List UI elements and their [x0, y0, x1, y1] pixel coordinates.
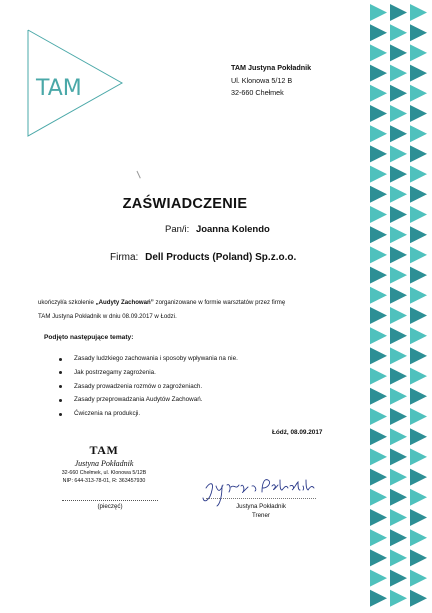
stamp-address: 32-660 Chełmek, ul. Klonowa 5/12B	[61, 470, 147, 476]
topics-heading: Podjęto następujące tematy:	[44, 334, 134, 341]
company-name: Dell Products (Poland) Sp.z.o.o.	[145, 252, 297, 263]
signer-name: Justyna Pokładnik	[236, 503, 286, 510]
recipient-name: Joanna Kolendo	[195, 224, 270, 235]
pattern-triangle	[370, 44, 387, 61]
list-item: Zasady przeprowadzania Audytów Zachowań.	[56, 393, 238, 407]
pattern-triangle	[370, 529, 387, 546]
sender-name: TAM Justyna Pokładnik	[231, 63, 312, 72]
pattern-triangle	[410, 469, 427, 486]
pattern-triangle	[370, 186, 387, 203]
pattern-triangle	[370, 549, 387, 566]
stamp-brand: TAM	[89, 443, 119, 457]
pattern-triangle	[390, 166, 407, 183]
pattern-triangle	[410, 590, 427, 607]
pattern-triangle	[390, 388, 407, 405]
pattern-triangle	[390, 85, 407, 102]
pattern-triangle	[390, 206, 407, 223]
pattern-triangle	[390, 287, 407, 304]
pattern-triangle	[370, 145, 387, 162]
triangle-pattern-strip	[368, 4, 432, 613]
pattern-triangle	[390, 489, 407, 506]
pattern-triangle	[370, 489, 387, 506]
pattern-triangle	[410, 166, 427, 183]
signature-dotted-line	[206, 498, 316, 499]
list-item: Zasady prowadzenia rozmów o zagrożeniach.	[56, 380, 238, 394]
recipient-line	[165, 224, 270, 235]
stamp-ids: NIP: 644-313-78-01, R: 363457930	[62, 478, 146, 484]
pattern-triangle	[390, 428, 407, 445]
pattern-triangle	[390, 24, 407, 41]
pattern-triangle	[390, 408, 407, 425]
certificate-body	[38, 296, 338, 323]
pattern-triangle	[410, 408, 427, 425]
pattern-triangle	[410, 489, 427, 506]
pattern-triangle	[370, 469, 387, 486]
pattern-triangle	[410, 44, 427, 61]
pattern-triangle	[410, 509, 427, 526]
pattern-triangle	[370, 4, 387, 21]
pattern-triangle	[370, 65, 387, 82]
pattern-triangle	[410, 529, 427, 546]
pattern-triangle	[370, 105, 387, 122]
pattern-triangle	[410, 267, 427, 284]
pattern-triangle	[390, 65, 407, 82]
logo-text: TAM	[36, 76, 82, 101]
stamp-dotted-line	[62, 500, 158, 501]
sender-city: 32-660 Chełmek	[231, 88, 284, 97]
sender-street: Ul. Klonowa 5/12 B	[231, 75, 293, 85]
pattern-triangle	[370, 246, 387, 263]
list-item: Jak postrzegamy zagrożenia.	[56, 366, 238, 380]
pattern-triangle	[410, 287, 427, 304]
pattern-triangle	[390, 570, 407, 587]
pattern-triangle	[370, 347, 387, 364]
list-item: Ćwiczenia na produkcji.	[56, 407, 238, 421]
pattern-triangle	[370, 24, 387, 41]
pattern-triangle	[370, 448, 387, 465]
pattern-triangle	[410, 206, 427, 223]
pattern-triangle	[410, 448, 427, 465]
pattern-triangle	[370, 85, 387, 102]
pattern-triangle	[390, 44, 407, 61]
pattern-triangle	[370, 509, 387, 526]
pattern-triangle	[410, 549, 427, 566]
topics-list	[56, 352, 238, 421]
signer-block	[206, 503, 316, 520]
pattern-triangle	[390, 4, 407, 21]
pattern-triangle	[370, 307, 387, 324]
pattern-triangle	[390, 448, 407, 465]
pattern-triangle	[390, 327, 407, 344]
pattern-triangle	[410, 65, 427, 82]
pattern-triangle	[410, 327, 427, 344]
stamp-label: (pieczęć)	[97, 503, 123, 510]
pattern-triangle	[370, 408, 387, 425]
pattern-triangle	[390, 469, 407, 486]
pattern-triangle	[370, 388, 387, 405]
tam-logo	[26, 28, 126, 138]
pattern-triangle	[370, 287, 387, 304]
pattern-triangle	[370, 267, 387, 284]
pattern-triangle	[410, 428, 427, 445]
pattern-triangle	[390, 145, 407, 162]
pattern-triangle	[370, 590, 387, 607]
pattern-triangle	[370, 327, 387, 344]
pattern-triangle	[390, 307, 407, 324]
pattern-triangle	[410, 307, 427, 324]
pattern-triangle	[410, 246, 427, 263]
pattern-triangle	[410, 145, 427, 162]
decorative-mark	[136, 170, 143, 179]
pattern-triangle	[390, 226, 407, 243]
pattern-triangle	[390, 529, 407, 546]
pattern-triangle	[370, 570, 387, 587]
signer-role: Trener	[252, 511, 270, 519]
pattern-triangle	[410, 105, 427, 122]
company-line	[110, 252, 296, 263]
pattern-triangle	[410, 368, 427, 385]
pattern-triangle	[390, 246, 407, 263]
pattern-triangle	[410, 4, 427, 21]
recipient-label: Pan/i:	[165, 224, 190, 235]
pattern-triangle	[390, 105, 407, 122]
body-line-2: TAM Justyna Pokładnik w dniu 08.09.2017 w Łodzi.	[38, 312, 177, 320]
company-label: Firma:	[110, 252, 139, 263]
certificate-title: ZAŚWIADCZENIE	[122, 196, 248, 212]
company-stamp	[38, 443, 170, 484]
pattern-triangle	[390, 186, 407, 203]
pattern-triangle	[410, 125, 427, 142]
pattern-triangle	[370, 368, 387, 385]
pattern-triangle	[410, 186, 427, 203]
pattern-triangle	[370, 206, 387, 223]
pattern-triangle	[370, 226, 387, 243]
pattern-triangle	[410, 226, 427, 243]
pattern-triangle	[390, 590, 407, 607]
pattern-triangle	[370, 125, 387, 142]
stamp-person: Justyna Pokładnik	[74, 459, 134, 468]
pattern-triangle	[410, 570, 427, 587]
list-item: Zasady ludzkiego zachowania i sposoby wpływania na nie.	[56, 352, 238, 366]
pattern-triangle	[390, 125, 407, 142]
pattern-triangle	[390, 509, 407, 526]
body-after: zorganizowane w formie warsztatów przez firmę	[155, 299, 286, 306]
pattern-triangle	[410, 24, 427, 41]
issue-date: Łódź, 08.09.2017	[272, 429, 323, 436]
pattern-triangle	[410, 388, 427, 405]
pattern-triangle	[390, 368, 407, 385]
pattern-triangle	[410, 85, 427, 102]
pattern-triangle	[370, 428, 387, 445]
pattern-triangle	[410, 347, 427, 364]
course-name: „Audyty Zachowań”	[95, 299, 154, 306]
pattern-triangle	[390, 347, 407, 364]
body-before: ukończył/a szkolenie	[38, 299, 94, 306]
pattern-triangle	[370, 166, 387, 183]
sender-address-block	[231, 62, 311, 100]
pattern-triangle	[390, 549, 407, 566]
pattern-triangle	[390, 267, 407, 284]
